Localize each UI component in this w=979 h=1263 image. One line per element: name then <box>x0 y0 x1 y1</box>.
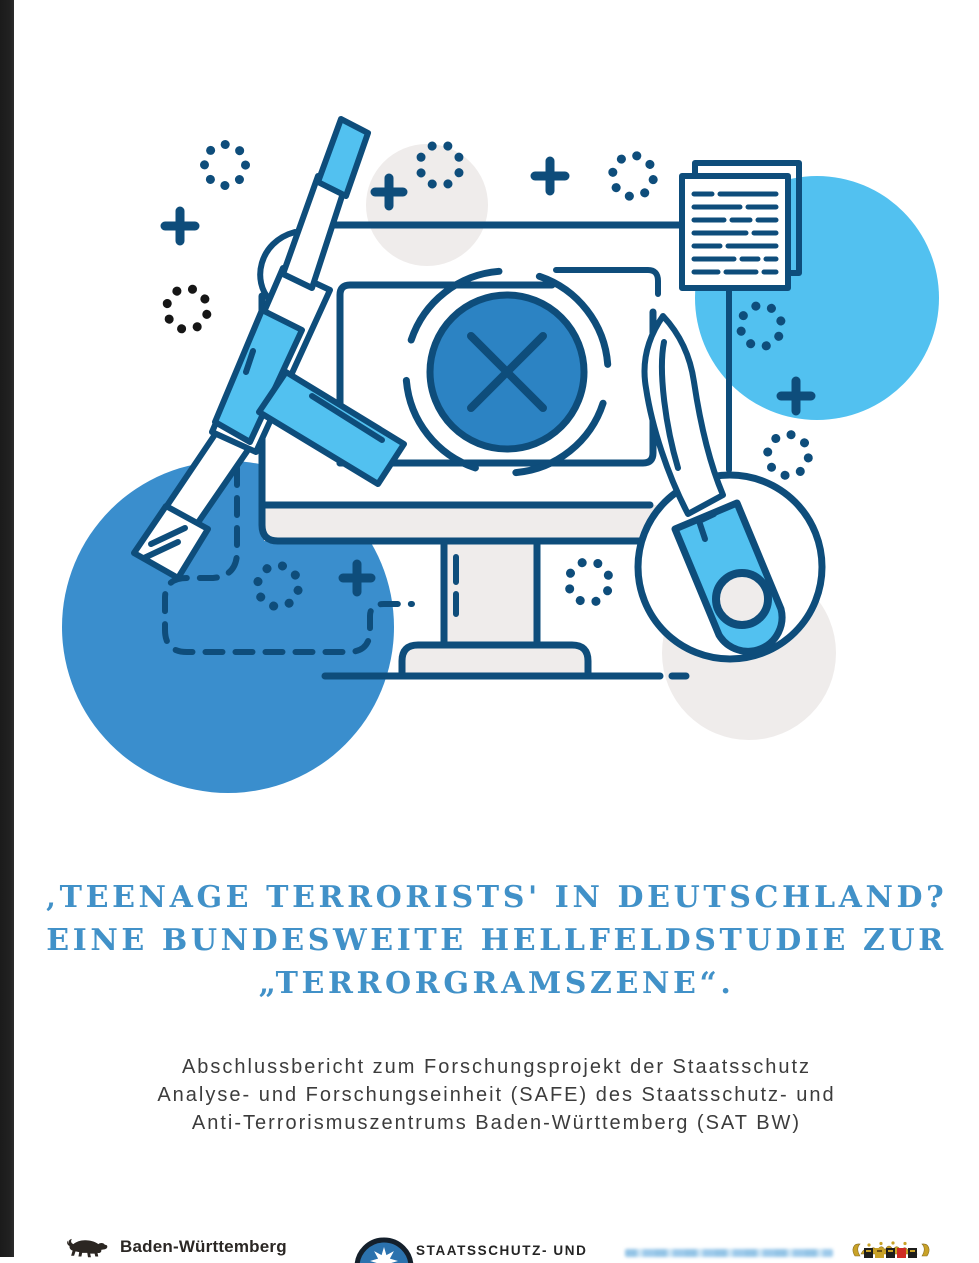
subtitle-line-1: Abschlussbericht zum Forschungsprojekt der Staatsschutz <box>181 1056 812 1078</box>
rifle-muzzle <box>318 119 368 196</box>
partner-wordmark-fragment <box>625 1249 833 1257</box>
subtitle-line-2: Analyse- und Forschungseinheit (SAFE) des Staatsschutz- und <box>157 1084 836 1106</box>
title-line-3: „TERRORGRAMSZENE“. <box>258 966 735 1001</box>
monitor-base <box>402 645 588 675</box>
title-line-1: ‚TEENAGE TERRORISTS' IN DEUTSCHLAND? <box>45 880 948 915</box>
title-line-2: EINE BUNDESWEITE HELLFELDSTUDIE ZUR <box>46 923 947 958</box>
state-logo <box>66 1236 287 1258</box>
police-star-badge-icon <box>352 1237 416 1263</box>
state-logo-label: Baden-Württemberg <box>120 1237 287 1256</box>
coat-of-arms-icon <box>851 1238 931 1258</box>
cover-subtitle <box>14 1053 979 1137</box>
sat-logo-text: STAATSSCHUTZ- UND <box>416 1243 588 1258</box>
subtitle-line-3: Anti-Terrorismuszentrums Baden-Württemberg (SAT BW) <box>191 1112 802 1134</box>
bw-lion-icon <box>66 1236 110 1258</box>
cover-title <box>14 876 979 1005</box>
decorative-circle-gray-top <box>366 144 488 266</box>
footer-logos <box>0 1230 979 1257</box>
